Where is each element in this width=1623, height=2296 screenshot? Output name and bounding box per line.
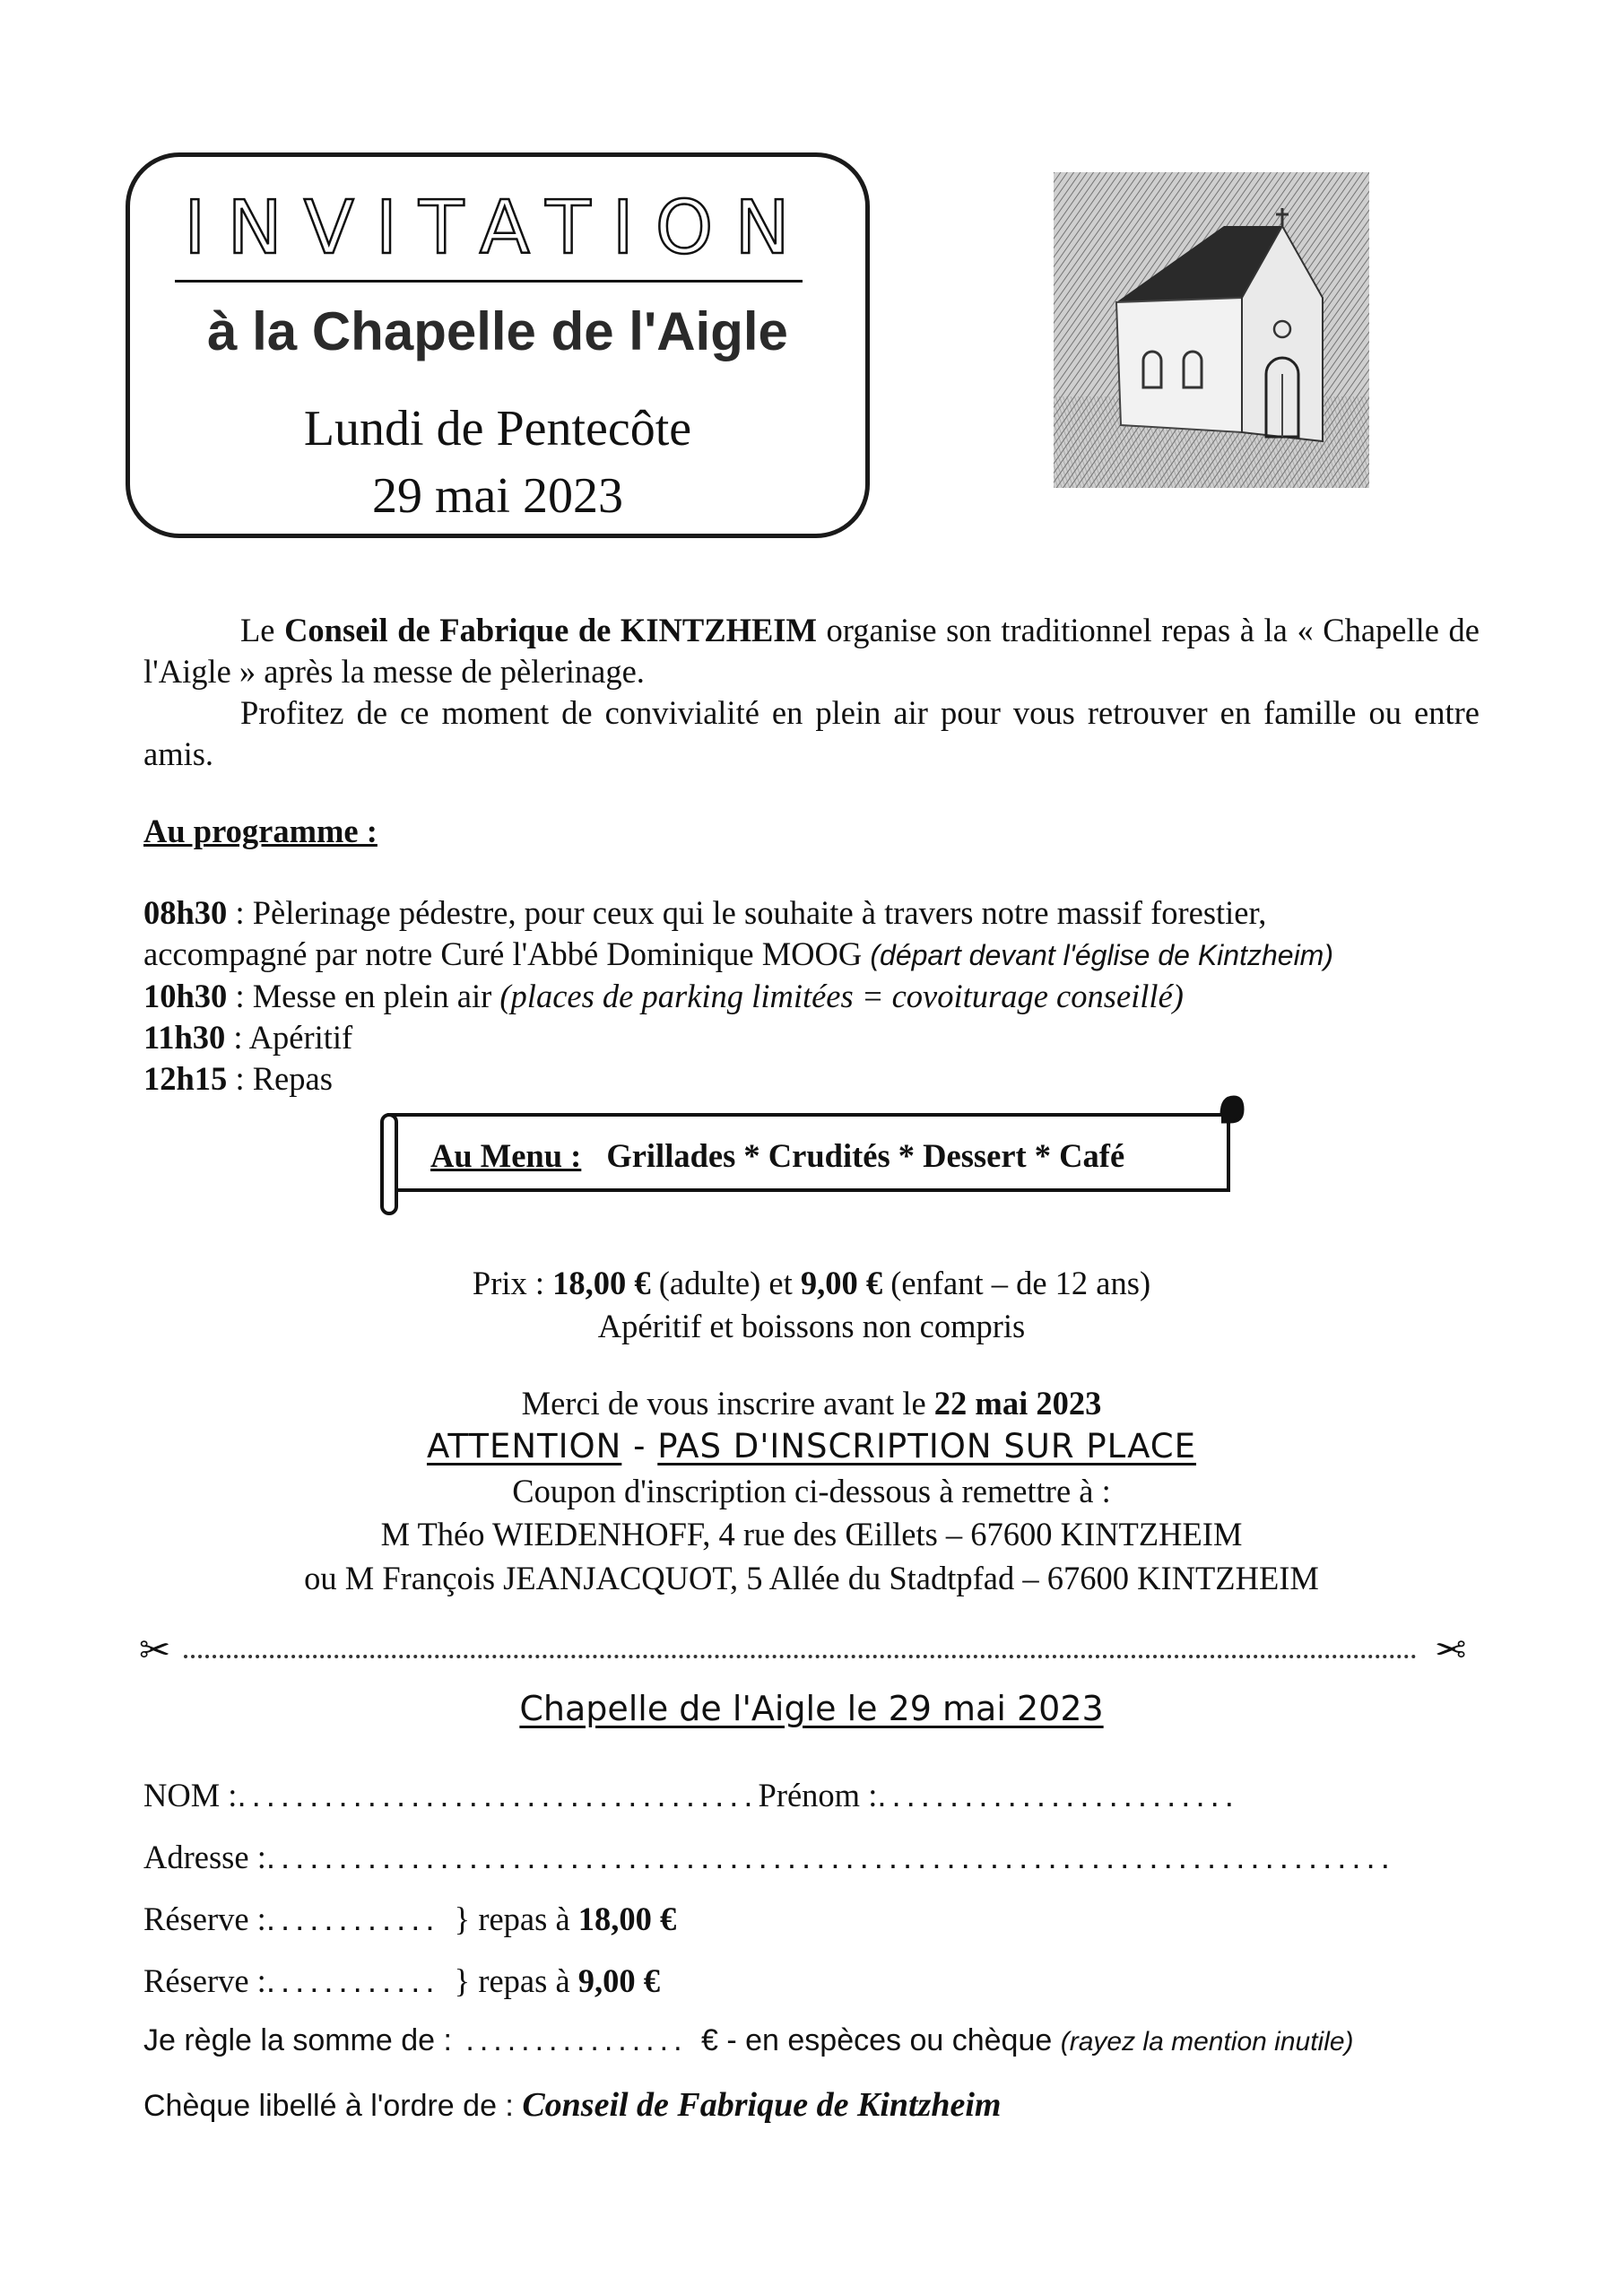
adresse-field[interactable]: ..............................................................................: [265, 1839, 1395, 1875]
scissors-icon: ✂: [1434, 1628, 1466, 1672]
form-row-payment: [143, 2023, 1444, 2085]
form-row-address: [143, 1838, 1444, 1900]
reserve-label: Réserve :: [143, 1962, 266, 1999]
attention-notice: [0, 1426, 1623, 1467]
program-item: [143, 976, 1488, 1017]
coupon-title: [0, 1688, 1623, 1729]
program-time: 11h30: [143, 1019, 226, 1056]
menu-items: Grillades * Crudités * Dessert * Café: [606, 1137, 1125, 1174]
event-day: Lundi de Pentecôte: [303, 401, 692, 457]
attention-word: ATTENTION: [426, 1427, 622, 1465]
program-text: : Repas: [227, 1060, 333, 1097]
cut-line: [139, 1628, 1466, 1673]
prenom-field[interactable]: .........................: [877, 1777, 1239, 1813]
program-note: (départ devant l'église de Kintzheim): [870, 939, 1333, 971]
payment-note: (rayez la mention inutile): [1060, 2027, 1354, 2057]
chapel-picture: [1054, 172, 1369, 488]
menu-text: [430, 1136, 1124, 1175]
invitation-header-box: [126, 152, 870, 538]
reserve-adult-field[interactable]: ............: [265, 1900, 455, 1937]
intro-paragraph: [143, 610, 1480, 692]
deadline-date: 22 mai 2023: [933, 1385, 1102, 1422]
program-item: [143, 892, 1488, 934]
child-meal-price: 9,00 €: [577, 1962, 661, 1999]
invitation-heading: INVITATION: [130, 186, 865, 271]
cheque-payee: Conseil de Fabrique de Kintzheim: [522, 2086, 1002, 2124]
price-prefix: Prix :: [472, 1265, 553, 1301]
contact-address-2: ou M François JEANJACQUOT, 5 Allée du Stadtpfad – 67600 KINTZHEIM: [304, 1560, 1319, 1596]
deadline-text: Merci de vous inscrire avant le: [521, 1385, 934, 1422]
form-row-name: [143, 1776, 1444, 1838]
prenom-label: Prénom :: [758, 1777, 878, 1813]
program-list: [143, 892, 1488, 1100]
program-time: 08h30: [143, 894, 228, 931]
reserve-child-field[interactable]: ............: [265, 1962, 455, 1999]
form-row-reserve-adult: [143, 1900, 1444, 1961]
payment-method: € - en espèces ou chèque: [700, 2023, 1053, 2057]
adult-label: (adulte) et: [650, 1265, 801, 1301]
payment-label: Je règle la somme de :: [143, 2023, 452, 2057]
contact-address-1: M Théo WIEDENHOFF, 4 rue des Œillets – 67600 KINTZHEIM: [380, 1516, 1243, 1552]
repas-label: } repas à: [454, 1900, 578, 1937]
dotted-cut-line: [184, 1655, 1417, 1658]
program-heading: Au programme :: [143, 813, 378, 849]
reserve-label: Réserve :: [143, 1900, 266, 1937]
intro-text-start: Le: [240, 612, 285, 648]
repas-label: } repas à: [454, 1962, 578, 1999]
program-note: (places de parking limitées = covoiturage conseillé): [499, 978, 1184, 1014]
program-item: [143, 934, 1488, 976]
intro-text-end: organise son traditionnel repas à la « Chapelle de l'Aigle » après la messe de pèlerinage.: [143, 612, 1480, 690]
adult-price: 18,00 €: [552, 1265, 651, 1301]
nom-field[interactable]: ....................................: [237, 1777, 759, 1813]
invitation-paragraph: [143, 692, 1480, 775]
child-price: 9,00 €: [800, 1265, 883, 1301]
price-line: [0, 1263, 1623, 1304]
form-row-cheque: [143, 2085, 1444, 2147]
program-text: : Apéritif: [225, 1019, 353, 1056]
adult-meal-price: 18,00 €: [577, 1900, 677, 1937]
coupon-intro: Coupon d'inscription ci-dessous à remettre à :: [512, 1473, 1111, 1509]
program-text: : Messe en plein air: [227, 978, 500, 1014]
program-item: [143, 1017, 1488, 1058]
adresse-label: Adresse :: [143, 1839, 266, 1875]
child-label: (enfant – de 12 ans): [882, 1265, 1151, 1301]
payment-amount-field[interactable]: ................: [451, 2023, 701, 2057]
cheque-label: Chèque libellé à l'ordre de :: [143, 2089, 523, 2123]
attention-separator: -: [621, 1427, 658, 1465]
coupon-title-text: Chapelle de l'Aigle le 29 mai 2023: [519, 1689, 1104, 1728]
event-date: 29 mai 2023: [372, 468, 623, 524]
program-time: 12h15: [143, 1060, 228, 1097]
attention-message: PAS D'INSCRIPTION SUR PLACE: [657, 1427, 1197, 1465]
program-time: 10h30: [143, 978, 228, 1014]
menu-label: Au Menu :: [430, 1137, 582, 1174]
program-text: : Pèlerinage pédestre, pour ceux qui le souhaite à travers notre massif forestier,: [227, 894, 1267, 931]
scissors-icon: ✂: [139, 1628, 171, 1672]
price-note: Apéritif et boissons non compris: [597, 1308, 1026, 1344]
registration-deadline: [0, 1383, 1623, 1424]
nom-label: NOM :: [143, 1777, 238, 1813]
form-row-reserve-child: [143, 1961, 1444, 2023]
chapel-title: à la Chapelle de l'Aigle: [207, 301, 788, 361]
organizer-name: Conseil de Fabrique de KINTZHEIM: [284, 612, 817, 648]
registration-form: [143, 1776, 1444, 2147]
program-text: accompagné par notre Curé l'Abbé Dominique MOOG: [143, 935, 871, 972]
invitation-text: Profitez de ce moment de convivialité en plein air pour vous retrouver en famille ou entre amis.: [143, 694, 1480, 772]
